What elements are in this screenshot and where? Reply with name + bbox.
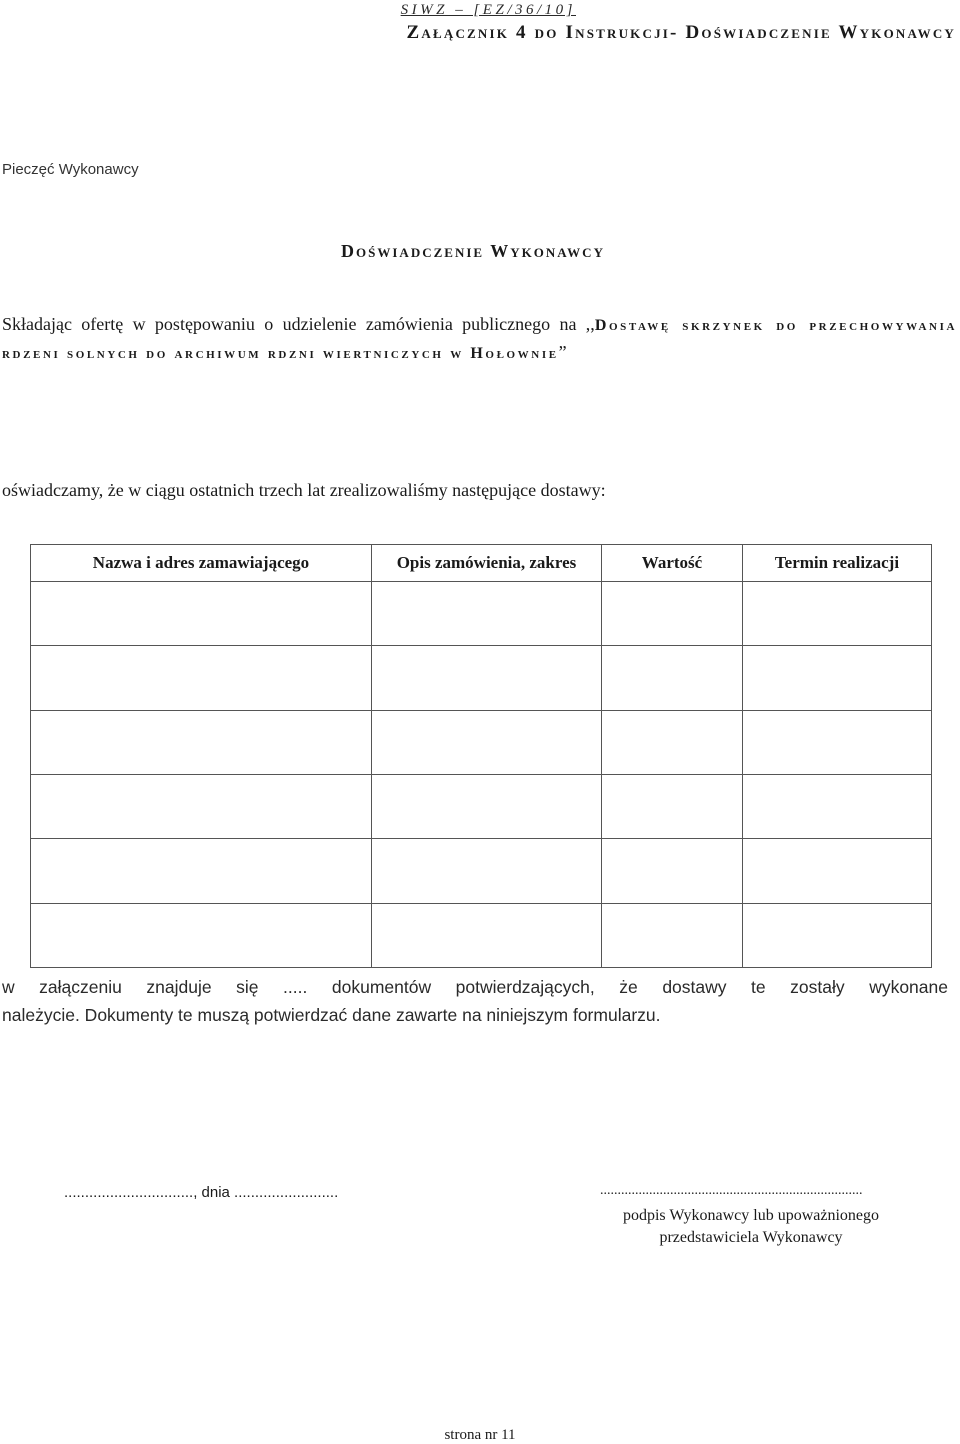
table-cell[interactable] [372, 839, 602, 903]
table-cell[interactable] [602, 839, 743, 903]
table-cell[interactable] [602, 903, 743, 967]
table-cell[interactable] [372, 582, 602, 646]
place-date-field: ..............................., dnia ......................... [64, 1184, 339, 1201]
column-header-client: Nazwa i adres zamawiającego [31, 545, 372, 582]
table-cell[interactable] [31, 710, 372, 774]
table-cell[interactable] [31, 839, 372, 903]
table-cell[interactable] [372, 646, 602, 710]
table-cell[interactable] [743, 646, 932, 710]
table-cell[interactable] [743, 839, 932, 903]
signature-label-line1: podpis Wykonawcy lub upoważnionego [622, 1207, 880, 1224]
table-cell[interactable] [372, 903, 602, 967]
document-reference: SIWZ – [EZ/36/10] [400, 2, 576, 18]
table-row [31, 582, 932, 646]
signature-label-line2: przedstawiciela Wykonawcy [659, 1229, 843, 1246]
table-cell[interactable] [31, 903, 372, 967]
table-row [31, 839, 932, 903]
table-cell[interactable] [743, 710, 932, 774]
table-row [31, 646, 932, 710]
procurement-subject: Dostawę skrzynek do przechowywania rdzeni solnych do archiwum rdzni wiertniczych w Hołownie [2, 317, 957, 362]
declaration-text: oświadczamy, że w ciągu ostatnich trzech lat zrealizowaliśmy następujące dostawy: [2, 480, 606, 500]
attachments-note-line1: w załączeniu znajduje się ..... dokumentów potwierdzających, że dostawy te zostały wykonane [2, 977, 948, 997]
closing-quote: ” [558, 342, 567, 362]
table-cell[interactable] [372, 710, 602, 774]
table-row [31, 903, 932, 967]
table-cell[interactable] [31, 774, 372, 838]
signature-line: ........................................................................... [600, 1183, 863, 1198]
table-cell[interactable] [31, 646, 372, 710]
table-header-row [31, 545, 932, 582]
table-cell[interactable] [602, 646, 743, 710]
column-header-value: Wartość [602, 545, 743, 582]
table-cell[interactable] [602, 710, 743, 774]
table-row [31, 710, 932, 774]
page-number: strona nr 11 [444, 1427, 516, 1443]
table-cell[interactable] [743, 903, 932, 967]
table-cell[interactable] [602, 582, 743, 646]
column-header-completion-date: Termin realizacji [743, 545, 932, 582]
table-cell[interactable] [372, 774, 602, 838]
attachment-title: Załącznik 4 do Instrukcji- Doświadczenie Wykonawcy [406, 22, 956, 43]
intro-text: Składając ofertę w postępowaniu o udzielenie zamówienia publicznego na ,, [2, 314, 595, 334]
table-cell[interactable] [602, 774, 743, 838]
deliveries-table [30, 544, 932, 968]
table-cell[interactable] [31, 582, 372, 646]
table-row [31, 774, 932, 838]
contractor-stamp-label: Pieczęć Wykonawcy [2, 161, 139, 178]
table-cell[interactable] [743, 582, 932, 646]
document-title: Doświadczenie Wykonawcy [341, 241, 605, 261]
table-cell[interactable] [743, 774, 932, 838]
attachments-note-line2: należycie. Dokumenty te muszą potwierdzać dane zawarte na niniejszym formularzu. [2, 1005, 661, 1025]
column-header-description: Opis zamówienia, zakres [372, 545, 602, 582]
intro-paragraph [2, 311, 957, 367]
